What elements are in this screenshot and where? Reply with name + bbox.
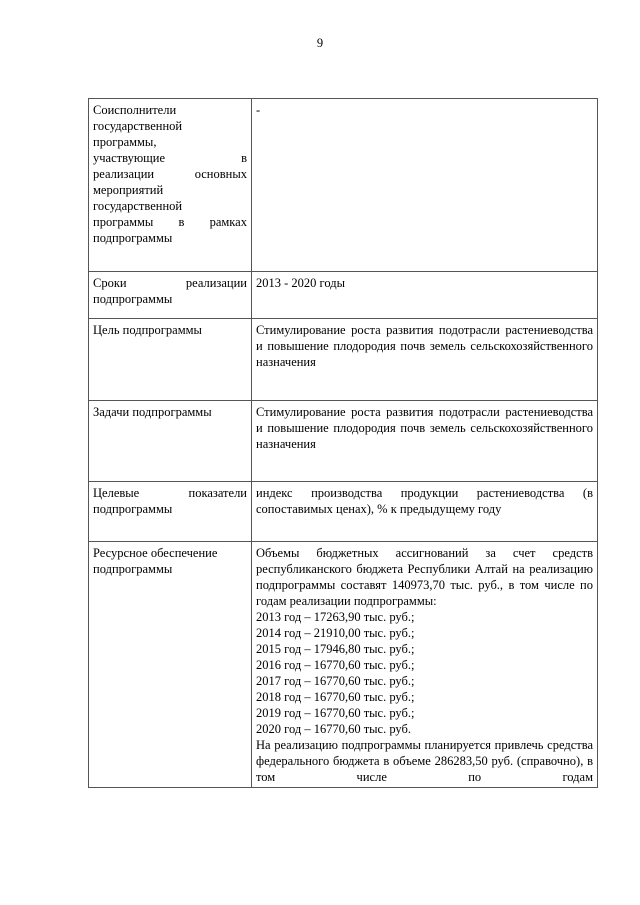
label-line: Ресурсное обеспечение	[93, 546, 218, 560]
label-line: программы в рамках	[93, 215, 247, 229]
funding-year: 2014 год – 21910,00 тыс. руб.;	[256, 626, 415, 640]
row-value: индекс производства продукции растениеводства (в сопоставимых ценах), % к предыдущему году	[252, 482, 598, 542]
label-line: Соисполнители	[93, 103, 177, 117]
funding-year: 2019 год – 16770,60 тыс. руб.;	[256, 706, 415, 720]
label-line: подпрограммы	[93, 562, 173, 576]
table-row-tasks	[89, 401, 598, 482]
label-line: Целевые показатели	[93, 486, 247, 500]
row-value: Стимулирование роста развития подотрасли растениеводства и повышение плодородия почв земель сельскохозяйственного назначения	[252, 319, 598, 401]
funding-year: 2015 год – 17946,80 тыс. руб.;	[256, 642, 415, 656]
funding-year: 2017 год – 16770,60 тыс. руб.;	[256, 674, 415, 688]
label-line: подпрограммы	[93, 231, 173, 245]
funding-year: 2013 год – 17263,90 тыс. руб.;	[256, 610, 415, 624]
table-row-goal	[89, 319, 598, 401]
row-label	[89, 482, 252, 542]
table-row-timeframe	[89, 272, 598, 319]
table-row-resources	[89, 542, 598, 788]
funding-year: 2018 год – 16770,60 тыс. руб.;	[256, 690, 415, 704]
label-line: государственной	[93, 119, 183, 133]
label-line: Задачи подпрограммы	[93, 405, 212, 419]
funding-year: 2016 год – 16770,60 тыс. руб.;	[256, 658, 415, 672]
table-row-indicators	[89, 482, 598, 542]
row-label	[89, 99, 252, 272]
label-line: государственной	[93, 199, 183, 213]
row-label	[89, 319, 252, 401]
row-value: -	[252, 99, 598, 272]
label-line: Цель подпрограммы	[93, 323, 202, 337]
row-label	[89, 272, 252, 319]
row-value	[252, 542, 598, 788]
subprogram-passport-table	[88, 98, 598, 788]
table-row-coexecutors	[89, 99, 598, 272]
label-line: реализации основных	[93, 167, 247, 181]
page-number: 9	[316, 36, 324, 50]
label-line: программы,	[93, 135, 157, 149]
row-value: Стимулирование роста развития подотрасли растениеводства и повышение плодородия почв земель сельскохозяйственного назначения	[252, 401, 598, 482]
row-label	[89, 401, 252, 482]
funding-intro: Объемы бюджетных ассигнований за счет средств республиканского бюджета Республики Алтай на реализацию подпрограммы составят 140973,70 тыс. руб., в том числе по годам реализации подпрограммы:	[256, 546, 593, 608]
label-line: мероприятий	[93, 183, 164, 197]
label-line: подпрограммы	[93, 502, 173, 516]
row-value: 2013 - 2020 годы	[252, 272, 598, 319]
funding-year: 2020 год – 16770,60 тыс. руб.	[256, 722, 412, 736]
label-line: подпрограммы	[93, 292, 173, 306]
row-label	[89, 542, 252, 788]
label-line: участвующие в	[93, 151, 247, 165]
funding-outro: На реализацию подпрограммы планируется привлечь средства федерального бюджета в объеме 286283,50 руб. (справочно), в том числе по годам	[256, 738, 593, 784]
label-line: Сроки реализации	[93, 276, 247, 290]
